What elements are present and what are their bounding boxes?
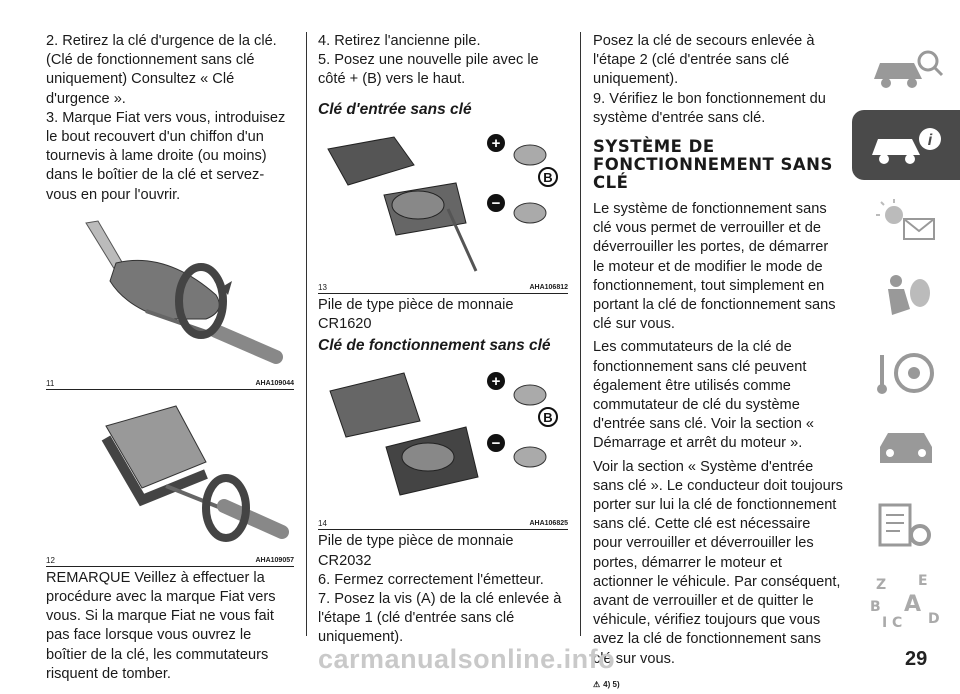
figure-ref: AHA106825 bbox=[529, 520, 568, 528]
plus-sign: + bbox=[491, 373, 501, 391]
figure-11 bbox=[46, 211, 294, 390]
section-heading-keyless-entry: Clé d'entrée sans clé bbox=[318, 100, 472, 118]
figure-ref: AHA106812 bbox=[529, 283, 568, 291]
figure-13 bbox=[318, 125, 568, 294]
step-3-text: 3. Marque Fiat vers vous, introduisez le bout recouvert d'un chiffon d'un tournevis à lame droite (ou moins) dans le boîtier de la clé et servez-vous en pour l'ouvrir. bbox=[46, 109, 286, 203]
car-info-icon bbox=[866, 121, 946, 169]
section-heading-keyless-system: SYSTÈME DE FONCTIONNEMENT SANS CLÉ bbox=[593, 137, 833, 193]
battery-cr2032-caption: Pile de type pièce de monnaie CR2032 bbox=[318, 533, 514, 569]
figure-ref: AHA109057 bbox=[255, 556, 294, 564]
minus-sign: − bbox=[491, 435, 501, 453]
index-letter: A bbox=[904, 592, 922, 617]
step-9-text: 9. Vérifiez le bon fonctionnement du système d'entrée sans clé. bbox=[593, 90, 826, 126]
warning-light-icon bbox=[866, 197, 946, 245]
figure-number: 12 bbox=[46, 555, 55, 565]
minus-sign: − bbox=[491, 194, 501, 212]
battery-cr1620-illustration bbox=[318, 125, 568, 279]
key-open-illustration bbox=[46, 396, 294, 548]
car-magnifier-icon bbox=[866, 45, 946, 93]
step-2-text: 2. Retirez la clé d'urgence de la clé. (Clé de fonctionnement sans clé uniquement) Consultez « Clé d'urgence ». bbox=[46, 33, 277, 107]
tab-emergency[interactable] bbox=[852, 414, 960, 484]
figure-14 bbox=[318, 361, 568, 530]
b-label: B bbox=[543, 410, 553, 426]
switches-text: Les commutateurs de la clé de fonctionnement sans clé peuvent également être utilisés comme commutateur de clé du système d'entrée sans clé. Voir la section « Démarrage et arrêt du moteur ». bbox=[593, 339, 815, 452]
step-8-text: Posez la clé de secours enlevée à l'étape 2 (clé d'entrée sans clé uniquement). bbox=[593, 33, 815, 88]
figure-ref: AHA109044 bbox=[255, 379, 294, 387]
column-3 bbox=[593, 32, 843, 694]
step-6-text: 6. Fermez correctement l'émetteur. bbox=[318, 571, 544, 588]
index-letter: I bbox=[882, 615, 888, 631]
index-letter: C bbox=[892, 615, 903, 631]
tab-maintenance[interactable] bbox=[852, 490, 960, 560]
remark-text: REMARQUE Veillez à effectuer la procédure avec la marque Fiat vers vous. Si la marque Fiat ne vous fait pas face lorsque vous ouvrez le boîtier de la clé, les commutateurs risquent de tomber. bbox=[46, 569, 276, 682]
battery-cr1620-caption: Pile de type pièce de monnaie CR1620 bbox=[318, 296, 514, 333]
index-letter: Z bbox=[876, 577, 887, 593]
page-number: 29 bbox=[905, 648, 928, 670]
warning-triangle-icon: ⚠ bbox=[593, 679, 601, 689]
car-front-icon bbox=[866, 425, 946, 473]
watermark: carmanualsonline.info bbox=[318, 644, 616, 674]
step-4-text: 4. Retirez l'ancienne pile. bbox=[318, 33, 481, 49]
column-divider bbox=[306, 32, 307, 636]
b-label: B bbox=[543, 169, 553, 185]
alphabet-index-icon bbox=[866, 571, 946, 631]
warning-references: ⚠ 4) 5) bbox=[593, 675, 843, 694]
index-letter: E bbox=[918, 573, 928, 589]
maintenance-icon bbox=[866, 501, 946, 549]
step-5-text: 5. Posez une nouvelle pile avec le côté + (B) vers le haut. bbox=[318, 52, 539, 88]
tab-car-magnifier[interactable] bbox=[852, 34, 960, 104]
seat-safety-icon bbox=[866, 273, 946, 321]
index-letter: D bbox=[928, 611, 940, 627]
column-divider bbox=[580, 32, 581, 636]
figure-number: 13 bbox=[318, 282, 327, 292]
figure-number: 11 bbox=[46, 378, 55, 388]
steering-key-icon bbox=[866, 349, 946, 397]
column-2 bbox=[318, 32, 568, 648]
battery-cr2032-illustration bbox=[318, 361, 568, 515]
tab-index[interactable] bbox=[852, 566, 960, 636]
section-heading-keyless-operation: Clé de fonctionnement sans clé bbox=[318, 337, 551, 355]
key-screwdriver-illustration bbox=[46, 211, 294, 371]
system-description-text: Le système de fonctionnement sans clé vous permet de verrouiller et de déverrouiller les portes, de démarrer le moteur et de modifier le mode de fonctionnement, tout simplement en portant la clé de fonctionnement sans clé sur vous. bbox=[593, 201, 836, 333]
step-7-text: 7. Posez la vis (A) de la clé enlevée à l'étape 1 (clé d'entrée sans clé uniquement). bbox=[318, 591, 562, 646]
tab-safety[interactable] bbox=[852, 262, 960, 332]
driver-key-text: Voir la section « Système d'entrée sans clé ». Le conducteur doit toujours porter sur lui la clé de fonctionnement sans clé. Cette clé est nécessaire pour verrouiller et déverrouiller les portes, démarrer le moteur et actionner le véhicule. Par conséquent, avant de verrouiller et de quitter le véhicule, vérifiez toujours que vous avez la clé de fonctionnement sans clé sur vous. bbox=[593, 458, 843, 667]
svg-text:i: i bbox=[927, 132, 933, 149]
figure-number: 14 bbox=[318, 519, 327, 529]
tab-warning-lights[interactable] bbox=[852, 186, 960, 256]
index-letter: B bbox=[870, 599, 881, 615]
figure-12 bbox=[46, 396, 294, 567]
plus-sign: + bbox=[491, 134, 501, 152]
tab-starting-driving[interactable] bbox=[852, 338, 960, 408]
chapter-tabs bbox=[852, 34, 960, 642]
tab-car-info[interactable] bbox=[852, 110, 960, 180]
column-1 bbox=[46, 32, 294, 684]
